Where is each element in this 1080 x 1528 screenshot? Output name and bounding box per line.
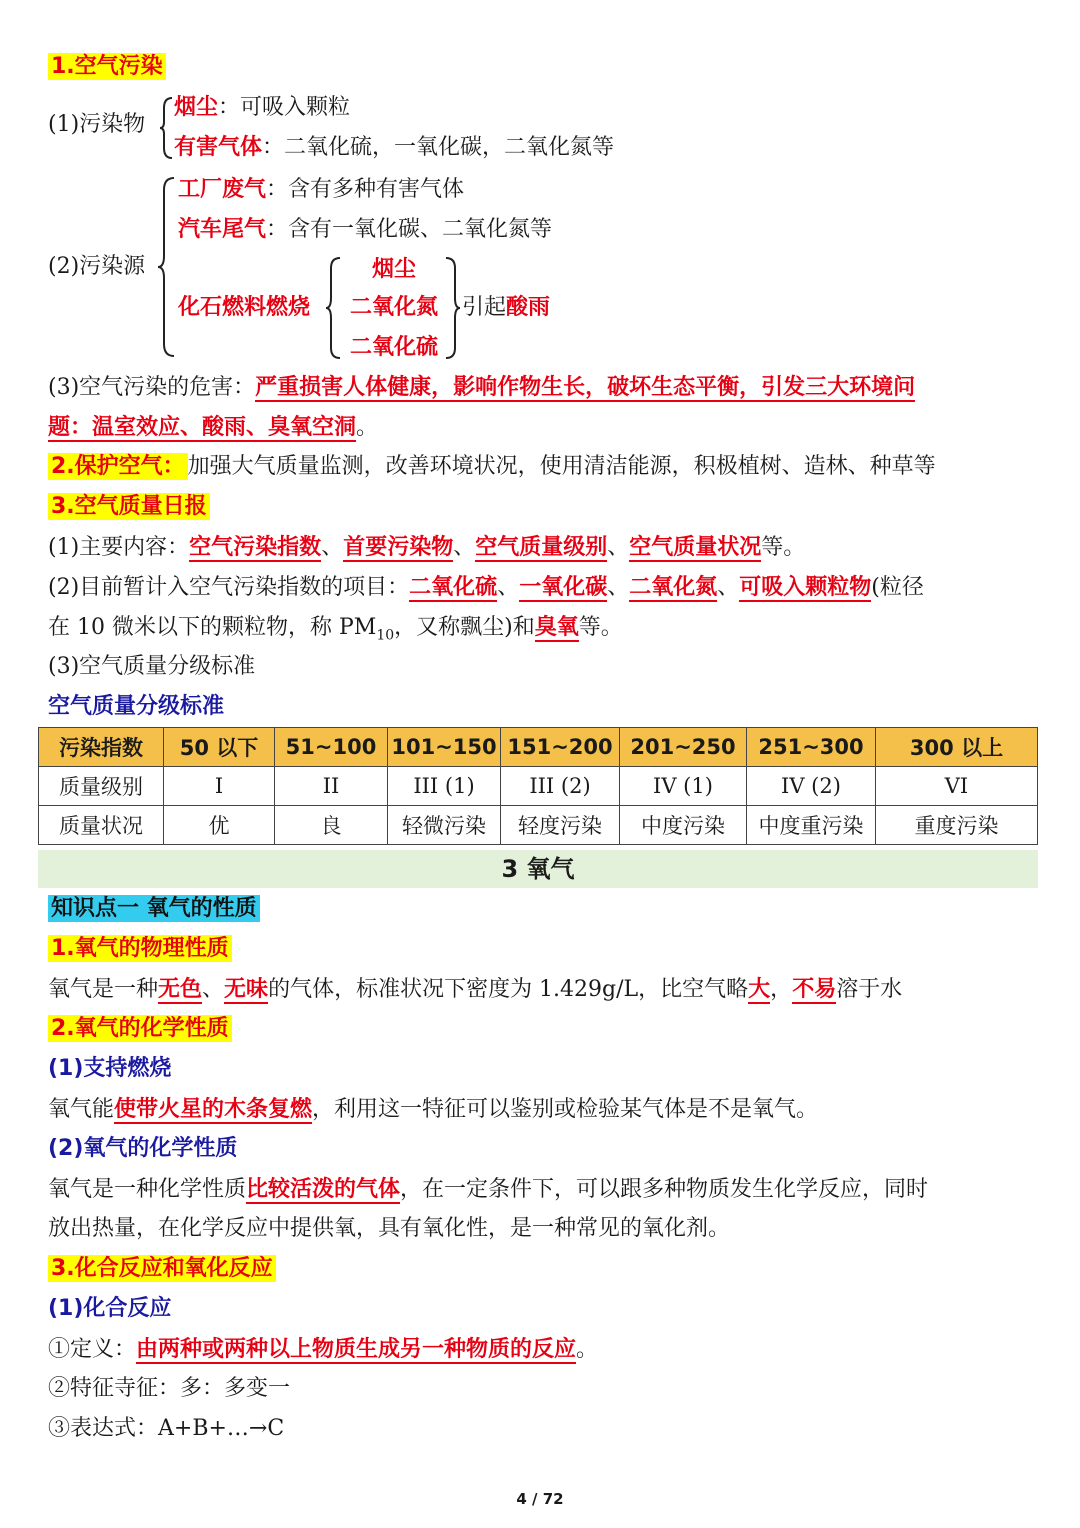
table-cell: 中度重污染 — [747, 806, 876, 845]
table-cell: 质量级别 — [39, 767, 164, 806]
table-header-cell: 101~150 — [388, 728, 501, 767]
sources-label: (2)污染源 — [48, 254, 146, 279]
section-2: 2.保护空气： 加强大气质量监测，改善环境状况，使用清洁能源，积极植树、造林、种草等 — [48, 452, 936, 482]
oxygen-physical-title: 1.氧气的物理性质 — [48, 934, 232, 964]
fuel-item-3: 二氧化硫 — [349, 334, 438, 360]
chemical-property-line-1: 氧气是一种化学性质比较活泼的气体，在一定条件下，可以跟多种物质发生化学反应，同时 — [48, 1176, 929, 1202]
index-items-line-1: (2)目前暂计入空气污染指数的项目：二氧化硫、一氧化碳、二氧化氮、可吸入颗粒物(粒径 — [48, 574, 924, 600]
table-cell: II — [275, 767, 388, 806]
pollutant-item-1: 烟尘：可吸入颗粒 — [174, 94, 351, 120]
page-number: 4 / 72 — [516, 1490, 564, 1508]
table-cell: 中度污染 — [620, 806, 747, 845]
table-cell: 优 — [164, 806, 275, 845]
table-cell: IV (1) — [620, 767, 747, 806]
oxygen-chemical-title: 2.氧气的化学性质 — [48, 1014, 232, 1044]
table-header-cell: 251~300 — [747, 728, 876, 767]
source-car: 汽车尾气：含有一氧化碳、二氧化氮等 — [178, 216, 553, 242]
table-cell: III (1) — [388, 767, 501, 806]
daily-report-content: (1)主要内容：空气污染指数、首要污染物、空气质量级别、空气质量状况等。 — [48, 534, 806, 560]
section-heading-oxygen: 3 氧气 — [38, 850, 1038, 888]
fuel-item-1: 烟尘 — [371, 256, 416, 282]
harm-line-2: 题：温室效应、酸雨、臭氧空洞。 — [48, 414, 379, 440]
combination-reaction-title: (1)化合反应 — [48, 1296, 172, 1321]
fuel-left-brace — [326, 256, 342, 360]
table-cell: 轻微污染 — [388, 806, 501, 845]
section-1-title: 1.空气污染 — [48, 52, 166, 82]
table-cell: I — [164, 767, 275, 806]
table-header-row — [39, 728, 1038, 767]
support-combustion-title: (1)支持燃烧 — [48, 1056, 172, 1081]
knowledge-point-1: 知识点一 氧气的性质 — [48, 894, 260, 924]
air-quality-table — [38, 727, 1038, 845]
table-cell: 良 — [275, 806, 388, 845]
grading-label: (3)空气质量分级标准 — [48, 654, 256, 679]
table-row — [39, 806, 1038, 845]
table-cell: 重度污染 — [876, 806, 1038, 845]
table-cell: 质量状况 — [39, 806, 164, 845]
reaction-title: 3.化合反应和氧化反应 — [48, 1254, 276, 1284]
acid-rain-cause: 引起酸雨 — [462, 294, 551, 320]
sources-brace — [158, 176, 176, 358]
chemical-property-title: (2)氧气的化学性质 — [48, 1136, 238, 1161]
table-header-cell: 50 以下 — [164, 728, 275, 767]
fuel-item-2: 二氧化氮 — [349, 294, 438, 320]
support-combustion-text: 氧气能使带火星的木条复燃，利用这一特征可以鉴别或检验某气体是不是氧气。 — [48, 1096, 819, 1122]
table-caption: 空气质量分级标准 — [48, 694, 225, 719]
index-items-line-2: 在 10 微米以下的颗粒物，称 $PM_{10}$，又称飘尘)和臭氧等。 — [48, 614, 623, 644]
pollutants-label: (1)污染物 — [48, 112, 146, 137]
table-header-cell: 300 以上 — [876, 728, 1038, 767]
table-header-cell: 151~200 — [501, 728, 620, 767]
oxygen-physical-text: 氧气是一种无色、无味的气体，标准状况下密度为 1.429g/L，比空气略大，不易溶于水 — [48, 976, 903, 1002]
table-header-cell: 污染指数 — [39, 728, 164, 767]
source-factory: 工厂废气：含有多种有害气体 — [178, 176, 465, 202]
table-header-cell: 51~100 — [275, 728, 388, 767]
feature: ②特征寺征：多：多变一 — [48, 1376, 291, 1401]
table-cell: IV (2) — [747, 767, 876, 806]
section-3-title: 3.空气质量日报 — [48, 492, 210, 522]
source-fuel: 化石燃料燃烧 — [178, 294, 311, 320]
pollutant-item-2: 有害气体：二氧化硫，一氧化碳，二氧化氮等 — [174, 134, 615, 160]
expression: ③表达式：A+B+…→C — [48, 1416, 285, 1441]
fuel-right-brace — [444, 256, 460, 360]
definition: ①定义：由两种或两种以上物质生成另一种物质的反应。 — [48, 1336, 599, 1362]
chemical-property-line-2: 放出热量，在化学反应中提供氧，具有氧化性，是一种常见的氧化剂。 — [48, 1216, 731, 1241]
table-cell: III (2) — [501, 767, 620, 806]
table-cell: 轻度污染 — [501, 806, 620, 845]
pollutants-brace — [160, 96, 174, 160]
table-row — [39, 767, 1038, 806]
table-header-cell: 201~250 — [620, 728, 747, 767]
table-cell: VI — [876, 767, 1038, 806]
harm-line-1: (3)空气污染的危害：严重损害人体健康，影响作物生长，破坏生态平衡，引发三大环境问 — [48, 374, 916, 400]
